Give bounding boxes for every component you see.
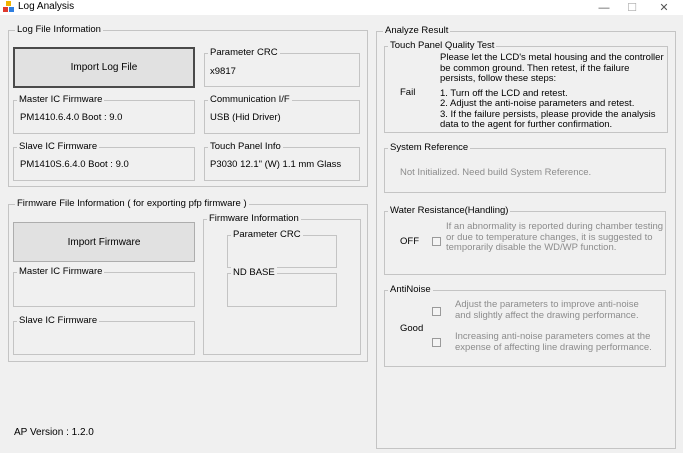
slave-ic-field xyxy=(13,141,195,181)
touch-panel-quality-status: Fail xyxy=(400,87,416,98)
wr-line: If an abnormality is reported during chamber testing xyxy=(446,221,664,232)
wr-line: or due to temperature changes, it is suggested to xyxy=(446,231,653,243)
maximize-button[interactable] xyxy=(618,0,646,15)
title-bar xyxy=(0,0,683,15)
firmware-file-group-title: Firmware File Information ( for exporting pfp firmware ) xyxy=(17,198,247,209)
touch-panel-quality-label: Touch Panel Quality Test xyxy=(390,40,495,51)
touch-panel-info-label: Touch Panel Info xyxy=(210,141,281,152)
water-resistance-label: Water Resistance(Handling) xyxy=(390,205,509,216)
water-resistance-group xyxy=(384,205,666,275)
import-log-file-button[interactable]: Import Log File xyxy=(13,47,195,88)
close-icon: ✕ xyxy=(659,2,669,14)
antinoise-group xyxy=(384,284,666,367)
fw-parameter-crc-label: Parameter CRC xyxy=(233,229,301,240)
nd-base-label: ND BASE xyxy=(233,267,275,278)
water-resistance-status: OFF xyxy=(400,236,419,247)
ap-version: AP Version : 1.2.0 xyxy=(14,427,94,438)
an2-line: expense of affecting line drawing performance. xyxy=(455,341,652,353)
slave-ic-value: PM1410S.6.4.0 Boot : 9.0 xyxy=(20,159,129,170)
tpq-line: Please let the LCD's metal housing and the controller xyxy=(440,52,664,63)
communication-label: Communication I/F xyxy=(210,94,290,105)
import-firmware-button[interactable]: Import Firmware xyxy=(13,222,195,262)
fw-slave-ic-label: Slave IC Firmware xyxy=(19,315,98,326)
touch-panel-info-field xyxy=(204,141,360,181)
touch-panel-quality-group xyxy=(384,40,668,133)
app-icon xyxy=(3,1,15,13)
minimize-button[interactable] xyxy=(590,0,618,15)
touch-panel-info-value: P3030 12.1" (W) 1.1 mm Glass xyxy=(210,159,342,170)
antinoise-option1-text xyxy=(455,300,665,321)
tpq-line: 3. If the failure persists, please provide the analysis xyxy=(440,108,656,120)
tpq-line: persists, follow these steps: xyxy=(440,73,557,84)
an1-line: Adjust the parameters to improve anti-noise xyxy=(455,299,639,310)
tpq-line: be common ground. Then retest, if the failure xyxy=(440,62,630,74)
analyze-result-title: Analyze Result xyxy=(385,25,449,36)
master-ic-label: Master IC Firmware xyxy=(19,94,103,105)
fw-slave-ic-field xyxy=(13,315,195,355)
wr-line: temporarily disable the WD/WP function. xyxy=(446,242,617,253)
tpq-line: 2. Adjust the anti-noise parameters and retest. xyxy=(440,98,635,109)
antinoise-option2-text xyxy=(455,332,665,353)
minimize-icon: — xyxy=(598,1,610,14)
maximize-icon: ☐ xyxy=(627,2,637,14)
fw-master-ic-label: Master IC Firmware xyxy=(19,266,103,277)
slave-ic-label: Slave IC Firmware xyxy=(19,141,98,152)
system-reference-group xyxy=(384,142,666,193)
master-ic-value: PM1410.6.4.0 Boot : 9.0 xyxy=(20,112,123,123)
antinoise-label: AntiNoise xyxy=(390,284,431,295)
water-resistance-message xyxy=(446,222,666,254)
an1-line: and slightly affect the drawing performance. xyxy=(455,309,639,321)
fw-master-ic-field xyxy=(13,266,195,307)
system-reference-text: Not Initialized. Need build System Reference. xyxy=(400,167,592,178)
close-button[interactable] xyxy=(650,0,678,15)
master-ic-field xyxy=(13,94,195,134)
parameter-crc-label: Parameter CRC xyxy=(210,47,278,58)
log-file-group-title: Log File Information xyxy=(17,24,101,35)
antinoise-status: Good xyxy=(400,323,424,334)
fw-parameter-crc-field xyxy=(227,229,337,268)
antinoise-option2-checkbox[interactable] xyxy=(432,338,441,347)
nd-base-field xyxy=(227,267,337,307)
touch-panel-quality-message xyxy=(440,53,668,131)
firmware-information-label: Firmware Information xyxy=(209,213,299,224)
parameter-crc-field xyxy=(204,47,360,87)
communication-value: USB (Hid Driver) xyxy=(210,112,281,123)
window-title: Log Analysis xyxy=(18,1,75,12)
an2-line: Increasing anti-noise parameters comes at the xyxy=(455,331,651,342)
parameter-crc-value: x9817 xyxy=(210,66,236,77)
tpq-line: 1. Turn off the LCD and retest. xyxy=(440,87,568,99)
water-resistance-checkbox[interactable] xyxy=(432,237,441,246)
antinoise-option1-checkbox[interactable] xyxy=(432,307,441,316)
system-reference-label: System Reference xyxy=(390,142,469,153)
communication-field xyxy=(204,94,360,134)
tpq-line: data to the agent for further confirmation. xyxy=(440,119,613,130)
